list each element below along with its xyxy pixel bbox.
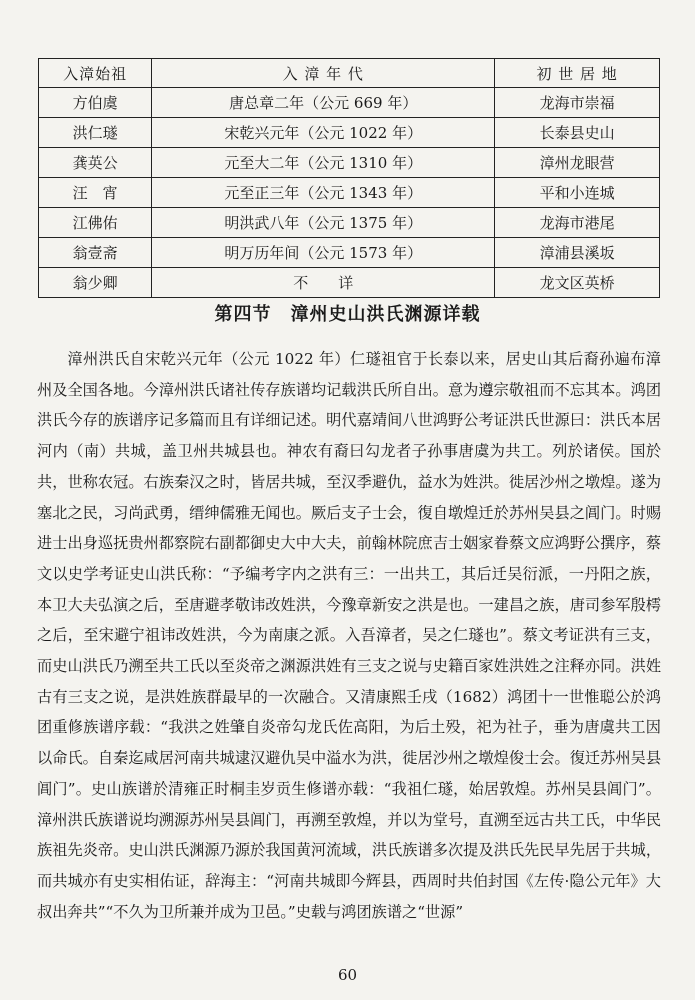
body-paragraph: 漳州洪氏自宋乾兴元年（公元 1022 年）仁璲祖官于长泰以来，居史山其后裔孙遍布漳州及全国各地。今漳州洪氏诸社传存族谱均记载洪氏所自出。意为遵宗敬祖而不忘其本。鸿团洪氏今存的族谱序记多篇而且有详细记述。明代嘉靖间八世鸿野公考证洪氏世源曰：洪氏本居河内（南）共城，盖卫州共城县也。神农有裔曰勾龙者子孙事唐虞为共工。列於诸侯。国於共，世称农冠。右族秦汉之时，皆居共城，至汉季避仇，益水为姓洪。徙居沙州之墩煌。遂为塞北之民，习尚武勇，缙绅儒雅无闻也。厥后支子士会，復自墩煌迁於苏州吴县之阊门。时赐进士出身巡抚贵州都察院右副都御史大中大夫，前翰林院庶吉士姻家眷蔡文应鸿野公撰序，蔡文以史学考证史山洪氏称：“予编考字内之洪有三：一出共工，其后迁吴衍派，一丹阳之族，本卫大夫弘演之后，至唐避孝敬讳改姓洪，今豫章新安之洪是也。一建昌之族，唐司参军殷樗之后，至宋避宁祖讳改姓洪，今为南康之派。入吾漳者，吴之仁璲也”。蔡文考证洪有三支，而史山洪氏乃溯至共工氏以至炎帝之渊源洪姓有三支之说与史籍百家姓洪姓之注释亦同。洪姓古有三支之说，是洪姓族群最早的一次融合。又清康熙壬戌（1682）鸿团十一世惟聪公於鸿团重修族谱序载：“我洪之姓肇自炎帝勾龙氏佐高阳，为后土殁，祀为社子，垂为唐虞共工因以命氏。自秦迄咸居河南共城逮汉避仇吴中溢水为洪，徙居沙州之墩煌俊士会。復迁苏州吴县阊门”。史山族谱於清雍正时桐圭岁贡生修谱亦载：“我祖仁璲，始居敦煌。苏州吴县阊门”。漳州洪氏族谱说均溯源苏州吴县阊门，再溯至敦煌，并以为堂号，直溯至远古共工氏，中华民族祖先炎帝。史山洪氏渊源乃源於我国黄河流域，洪氏族谱多次提及洪氏先民早先居于共城，而共城亦有史实相佑证，辞海主：“河南共城即今辉县，西周时共伯封国《左传·隐公元年》大叔出奔共”“不久为卫所兼并成为卫邑。”史载与鸿团族谱之“世源”: [37, 350, 661, 921]
table-cell: 漳浦县溪坂: [495, 238, 660, 268]
column-header: 入 漳 年 代: [152, 59, 495, 88]
table-cell: 漳州龙眼营: [495, 148, 660, 178]
table-cell: 汪 宵: [39, 178, 152, 208]
table-cell: 不 详: [152, 268, 495, 298]
table-cell: 元至大二年（公元 1310 年）: [152, 148, 495, 178]
table-cell: 龙海市港尾: [495, 208, 660, 238]
table-cell: 江佛佑: [39, 208, 152, 238]
table-cell: 龚英公: [39, 148, 152, 178]
table-row: [39, 118, 660, 148]
table-cell: 明万历年间（公元 1573 年）: [152, 238, 495, 268]
page-number: 60: [337, 966, 358, 984]
table-cell: 翁壹斋: [39, 238, 152, 268]
table-cell: 方伯虞: [39, 88, 152, 118]
column-header: 入漳始祖: [39, 59, 152, 88]
table-cell: 龙海市崇福: [495, 88, 660, 118]
ancestor-table: [38, 58, 660, 298]
table-row: [39, 238, 660, 268]
table-cell: 龙文区英桥: [495, 268, 660, 298]
table-cell: 唐总章二年（公元 669 年）: [152, 88, 495, 118]
table-cell: 翁少卿: [39, 268, 152, 298]
table-row: [39, 148, 660, 178]
table-cell: 长泰县史山: [495, 118, 660, 148]
table-cell: 平和小连城: [495, 178, 660, 208]
column-header: 初 世 居 地: [495, 59, 660, 88]
table-row: [39, 88, 660, 118]
table-cell: 宋乾兴元年（公元 1022 年）: [152, 118, 495, 148]
table-header-row: [39, 59, 660, 88]
table-cell: 明洪武八年（公元 1375 年）: [152, 208, 495, 238]
section-title: 第四节 漳州史山洪氏渊源详载: [214, 304, 481, 325]
table-cell: 元至正三年（公元 1343 年）: [152, 178, 495, 208]
table-cell: 洪仁璲: [39, 118, 152, 148]
table-row: [39, 268, 660, 298]
table-row: [39, 178, 660, 208]
table-row: [39, 208, 660, 238]
